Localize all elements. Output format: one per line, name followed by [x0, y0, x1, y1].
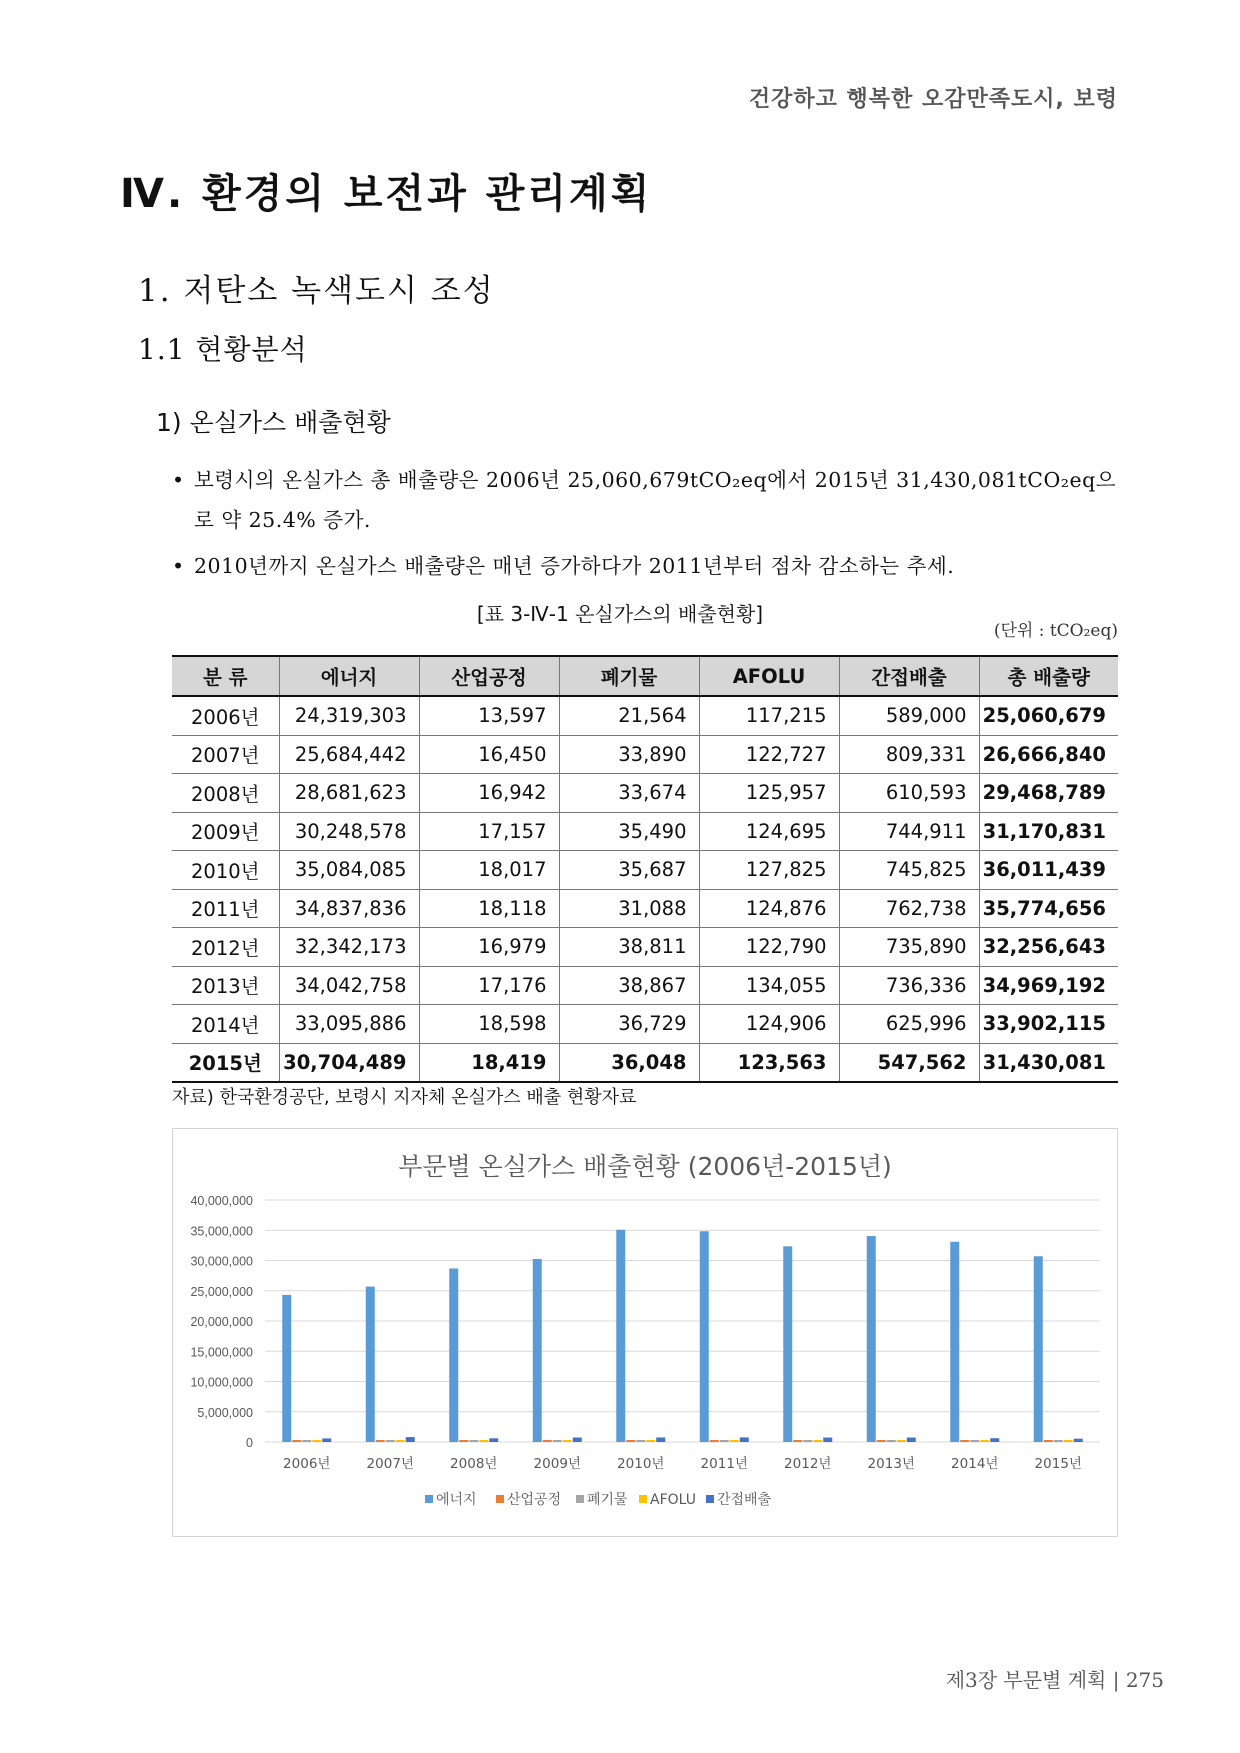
bar-간접배출: [740, 1437, 749, 1442]
emissions-table: [172, 655, 1118, 1083]
table-cell: 31,430,081: [979, 1043, 1118, 1082]
row-year-cell: 2011년: [172, 889, 279, 928]
table-cell: 589,000: [839, 696, 979, 735]
x-tick-label: 2012년: [784, 1456, 832, 1472]
table-cell: 736,336: [839, 966, 979, 1005]
table-row: [172, 774, 1118, 813]
column-header: 산업공정: [419, 656, 559, 696]
x-tick-label: 2015년: [1034, 1456, 1082, 1472]
table-cell: 36,048: [559, 1043, 699, 1082]
y-tick-label: 5,000,000: [197, 1405, 253, 1420]
bar-폐기물: [636, 1440, 645, 1442]
bar-폐기물: [887, 1440, 896, 1442]
running-header: 건강하고 행복한 오감만족도시, 보령: [748, 87, 1118, 112]
bar-AFOLU: [646, 1440, 655, 1442]
table-source: 자료) 한국환경공단, 보령시 지자체 온실가스 배출 현황자료: [172, 1087, 637, 1108]
table-row: [172, 889, 1118, 928]
table-row: [172, 1005, 1118, 1044]
table-unit: (단위 : tCO₂eq): [993, 621, 1118, 641]
table-cell: 30,248,578: [279, 812, 419, 851]
bar-AFOLU: [1064, 1440, 1073, 1442]
table-cell: 33,890: [559, 735, 699, 774]
legend-label: 폐기물: [587, 1492, 628, 1508]
table-cell: 124,695: [699, 812, 839, 851]
chart-container: [172, 1128, 1118, 1537]
x-tick-label: 2007년: [366, 1456, 414, 1472]
bar-에너지: [867, 1236, 876, 1442]
bar-AFOLU: [813, 1440, 822, 1442]
bar-AFOLU: [897, 1440, 906, 1442]
bar-간접배출: [406, 1437, 415, 1442]
bar-산업공정: [626, 1440, 635, 1442]
bar-간접배출: [322, 1438, 331, 1442]
legend-swatch: [576, 1495, 584, 1503]
table-cell: 30,704,489: [279, 1043, 419, 1082]
table-cell: 610,593: [839, 774, 979, 813]
bullet-item: • 2010년까지 온실가스 배출량은 매년 증가하다가 2011년부터 점차 감소하는 추세.: [172, 546, 1122, 586]
table-cell: 125,957: [699, 774, 839, 813]
bar-산업공정: [710, 1440, 719, 1442]
legend-label: 산업공정: [507, 1492, 562, 1508]
column-header: 총 배출량: [979, 656, 1118, 696]
table-cell: 31,170,831: [979, 812, 1118, 851]
bar-폐기물: [720, 1440, 729, 1442]
table-cell: 735,890: [839, 928, 979, 967]
bar-AFOLU: [563, 1440, 572, 1442]
row-year-cell: 2008년: [172, 774, 279, 813]
row-year-cell: 2006년: [172, 696, 279, 735]
bar-산업공정: [292, 1440, 301, 1442]
bar-간접배출: [990, 1438, 999, 1442]
table-cell: 21,564: [559, 696, 699, 735]
table-cell: 32,342,173: [279, 928, 419, 967]
table-cell: 28,681,623: [279, 774, 419, 813]
y-tick-label: 10,000,000: [190, 1375, 253, 1390]
bar-간접배출: [907, 1438, 916, 1442]
bar-폐기물: [469, 1440, 478, 1442]
column-header: 분 류: [172, 656, 279, 696]
table-cell: 744,911: [839, 812, 979, 851]
column-header: 간접배출: [839, 656, 979, 696]
table-cell: 38,811: [559, 928, 699, 967]
column-header: 폐기물: [559, 656, 699, 696]
row-year-cell: 2015년: [172, 1043, 279, 1082]
x-tick-label: 2014년: [951, 1456, 999, 1472]
table-cell: 122,790: [699, 928, 839, 967]
table-header-row: [172, 656, 1118, 696]
table-cell: 17,176: [419, 966, 559, 1005]
section-title: 1. 저탄소 녹색도시 조성: [138, 273, 495, 309]
legend-label: 에너지: [436, 1492, 477, 1508]
table-cell: 134,055: [699, 966, 839, 1005]
y-tick-label: 40,000,000: [190, 1194, 253, 1208]
legend-swatch: [706, 1495, 714, 1503]
table-cell: 36,729: [559, 1005, 699, 1044]
table-row: [172, 735, 1118, 774]
legend-label: AFOLU: [650, 1492, 696, 1508]
page-footer: 제3장 부문별 계획 | 275: [945, 1668, 1164, 1692]
y-tick-label: 15,000,000: [190, 1345, 253, 1360]
table-cell: 17,157: [419, 812, 559, 851]
y-tick-label: 35,000,000: [190, 1224, 253, 1239]
y-tick-label: 20,000,000: [190, 1315, 253, 1329]
table-cell: 35,084,085: [279, 851, 419, 890]
bar-폐기물: [386, 1440, 395, 1442]
table-cell: 29,468,789: [979, 774, 1118, 813]
bar-에너지: [700, 1231, 709, 1442]
chart-title: 부문별 온실가스 배출현황 (2006년-2015년): [398, 1152, 892, 1181]
bar-간접배출: [656, 1437, 665, 1442]
subsubsection-title: 1) 온실가스 배출현황: [156, 408, 391, 437]
table-row: [172, 966, 1118, 1005]
table-cell: 127,825: [699, 851, 839, 890]
row-year-cell: 2014년: [172, 1005, 279, 1044]
bar-에너지: [282, 1295, 291, 1442]
table-cell: 809,331: [839, 735, 979, 774]
table-cell: 35,490: [559, 812, 699, 851]
bar-폐기물: [553, 1440, 562, 1442]
table-cell: 745,825: [839, 851, 979, 890]
bar-간접배출: [1074, 1439, 1083, 1442]
bar-산업공정: [793, 1440, 802, 1442]
bar-에너지: [1034, 1256, 1043, 1442]
table-cell: 18,017: [419, 851, 559, 890]
table-cell: 122,727: [699, 735, 839, 774]
bar-폐기물: [803, 1440, 812, 1442]
table-cell: 33,902,115: [979, 1005, 1118, 1044]
table-cell: 34,042,758: [279, 966, 419, 1005]
table-cell: 32,256,643: [979, 928, 1118, 967]
column-header: AFOLU: [699, 656, 839, 696]
table-cell: 33,095,886: [279, 1005, 419, 1044]
table-cell: 117,215: [699, 696, 839, 735]
table-cell: 26,666,840: [979, 735, 1118, 774]
bullet-list: [172, 460, 1122, 592]
x-tick-label: 2011년: [700, 1456, 748, 1472]
table-cell: 762,738: [839, 889, 979, 928]
row-year-cell: 2010년: [172, 851, 279, 890]
bar-에너지: [783, 1246, 792, 1442]
table-cell: 24,319,303: [279, 696, 419, 735]
bar-산업공정: [960, 1440, 969, 1442]
table-cell: 124,906: [699, 1005, 839, 1044]
table-cell: 35,687: [559, 851, 699, 890]
table-row: [172, 1043, 1118, 1082]
y-tick-label: 25,000,000: [190, 1284, 253, 1299]
legend-swatch: [639, 1495, 647, 1503]
x-tick-label: 2010년: [617, 1456, 665, 1472]
bar-폐기물: [970, 1440, 979, 1442]
table-cell: 36,011,439: [979, 851, 1118, 890]
bar-산업공정: [1044, 1440, 1053, 1442]
bar-AFOLU: [980, 1440, 989, 1442]
row-year-cell: 2009년: [172, 812, 279, 851]
table-cell: 34,969,192: [979, 966, 1118, 1005]
table-row: [172, 696, 1118, 735]
table-cell: 25,684,442: [279, 735, 419, 774]
y-tick-label: 30,000,000: [190, 1254, 253, 1269]
bar-chart: [173, 1129, 1117, 1536]
row-year-cell: 2007년: [172, 735, 279, 774]
bar-산업공정: [877, 1440, 886, 1442]
bullet-item: • 보령시의 온실가스 총 배출량은 2006년 25,060,679tCO₂eq에서 2015년 31,430,081tCO₂eq으로 약 25.4% 증가.: [172, 460, 1122, 540]
bar-에너지: [950, 1242, 959, 1442]
table-cell: 13,597: [419, 696, 559, 735]
bar-간접배출: [573, 1437, 582, 1442]
table-cell: 547,562: [839, 1043, 979, 1082]
bar-에너지: [449, 1268, 458, 1442]
bar-에너지: [366, 1287, 375, 1442]
table-row: [172, 851, 1118, 890]
table-cell: 18,419: [419, 1043, 559, 1082]
table-cell: 31,088: [559, 889, 699, 928]
legend-label: 간접배출: [717, 1492, 772, 1508]
bar-산업공정: [459, 1440, 468, 1442]
bar-산업공정: [376, 1440, 385, 1442]
table-cell: 16,450: [419, 735, 559, 774]
bar-에너지: [616, 1230, 625, 1442]
row-year-cell: 2013년: [172, 966, 279, 1005]
table-cell: 33,674: [559, 774, 699, 813]
x-tick-label: 2009년: [533, 1456, 581, 1472]
chapter-title: Ⅳ. 환경의 보전과 관리계획: [120, 171, 653, 217]
table-cell: 35,774,656: [979, 889, 1118, 928]
bar-AFOLU: [396, 1440, 405, 1442]
x-tick-label: 2006년: [283, 1456, 331, 1472]
table-cell: 25,060,679: [979, 696, 1118, 735]
bar-에너지: [533, 1259, 542, 1442]
table-cell: 124,876: [699, 889, 839, 928]
legend-swatch: [425, 1495, 433, 1503]
subsection-title: 1.1 현황분석: [138, 333, 308, 366]
table-cell: 123,563: [699, 1043, 839, 1082]
table-cell: 18,598: [419, 1005, 559, 1044]
bar-산업공정: [543, 1440, 552, 1442]
table-caption: [표 3-Ⅳ-1 온실가스의 배출현황]: [476, 602, 764, 626]
bar-AFOLU: [312, 1440, 321, 1442]
y-tick-label: 0: [246, 1436, 253, 1450]
table-cell: 625,996: [839, 1005, 979, 1044]
bar-간접배출: [489, 1438, 498, 1442]
bar-폐기물: [1054, 1440, 1063, 1442]
table-row: [172, 928, 1118, 967]
table-cell: 34,837,836: [279, 889, 419, 928]
table-cell: 18,118: [419, 889, 559, 928]
table-cell: 16,942: [419, 774, 559, 813]
table-cell: 16,979: [419, 928, 559, 967]
bar-AFOLU: [730, 1440, 739, 1442]
table-cell: 38,867: [559, 966, 699, 1005]
x-tick-label: 2008년: [450, 1456, 498, 1472]
bar-AFOLU: [479, 1440, 488, 1442]
table-row: [172, 812, 1118, 851]
x-tick-label: 2013년: [867, 1456, 915, 1472]
legend-swatch: [496, 1495, 504, 1503]
column-header: 에너지: [279, 656, 419, 696]
row-year-cell: 2012년: [172, 928, 279, 967]
bar-간접배출: [823, 1438, 832, 1442]
bar-폐기물: [302, 1440, 311, 1442]
